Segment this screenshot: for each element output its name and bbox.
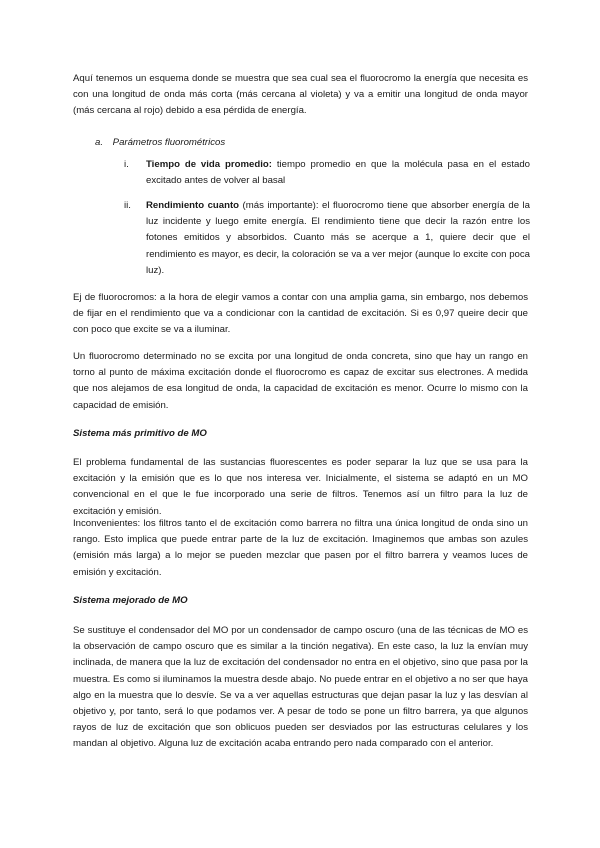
wavelength-paragraph: Un fluorocromo determinado no se excita por una longitud de onda concreta, sino que hay un rango en torno al punto de máxima excitación donde el fluorocromo es capaz de excitar sus electrones. A medida que nos alejamos de esa longitud de onda, la capacidad de excitación es menor. Ocurre lo mismo con la capacidad de emisión. — [73, 351, 528, 411]
list-item-content — [146, 198, 530, 279]
list-item-term: Rendimiento cuanto — [146, 200, 240, 211]
section-a-marker: a. — [95, 137, 104, 148]
list-item-numeral: ii. — [124, 200, 131, 211]
fluorochrome-example-paragraph: Ej de fluorocromos: a la hora de elegir vamos a contar con una amplia gama, sin embargo, nos debemos de fijar en el rendimiento que va a condicionar con la cantidad de excitación. Si es 0,97 queire decir que con poco que excite se va a iluminar. — [73, 292, 528, 336]
improved-system-paragraph: Se sustituye el condensador del MO por un condensador de campo oscuro (una de las técnicas de MO es la observación de campo oscuro que es similar a la tinción negativa). En este caso, la luz la envían muy inclinada, de manera que la luz de excitación del condensador no entra en el objetivo, sino que pasa por la muestra. Es como si iluminamos la muestra desde abajo. No puede entrar en el objetivo a no ser que haya algo en la muestra que lo desvíe. Se va a ver aquellas estructuras que dejan pasar la luz y las desvían al objetivo y, por tanto, será lo que podamos ver. A pesar de todo se pone un filtro barrera, ya que algunos rayos de luz de excitación que son oblicuos pueden ser desviados por las estructuras celulares y los mandan al objetivo. Alguna luz de excitación acaba entrando pero nada comparado con el anterior. — [73, 625, 528, 750]
primitive-system-paragraph: El problema fundamental de las sustancias fluorescentes es poder separar la luz que se usa para la excitación y la emisión que es lo que nos interesa ver. Inicialmente, el sistema se adaptó en un MO convencional en el que le fue incorporado una serie de filtros. Tenemos así un filtro para la luz de excitación y emisión. — [73, 457, 528, 517]
intro-paragraph: Aquí tenemos un esquema donde se muestra que sea cual sea el fluorocromo la energía que necesita es con una longitud de onda más corta (más cercana al violeta) y va a emitir una longitud de onda mayor (más cercana al rojo) debido a esa pérdida de energía. — [73, 73, 528, 117]
list-item-content — [146, 157, 530, 189]
list-item-note: (más importante) — [239, 200, 316, 211]
section-a-title: Parámetros fluorométricos — [112, 137, 226, 148]
section-a-heading — [95, 135, 225, 151]
list-item-lifetime — [124, 157, 530, 189]
list-item-text: tiempo promedio en que la molécula pasa en el estado excitado antes de volver al basal — [146, 159, 531, 187]
primitive-system-heading: Sistema más primitivo de MO — [73, 428, 207, 439]
improved-system-heading: Sistema mejorado de MO — [73, 595, 188, 606]
drawbacks-paragraph: Inconvenientes: los filtros tanto el de excitación como barrera no filtra una única longitud de onda sino un rango. Esto implica que puede entrar parte de la luz de excitación. Imaginemos que ambas son azules (emisión más larga) a lo mejor se pueden mezclar que pasen por el filtro barrera y veamos luces de emisión y excitación. — [73, 518, 528, 578]
list-item-text: : el fluorocromo tiene que absorber energía de la luz incidente y luego emite energía. El rendimiento tiene que decir la razón entre los fotones emitidos y absorbidos. Cuanto más se acerque a 1, quiere decir que el rendimiento es mayor, es decir, la coloración se va a ver mejor (aunque lo excite con poca luz). — [146, 200, 530, 276]
list-item-numeral: i. — [124, 159, 129, 170]
list-item-term: Tiempo de vida promedio: — [146, 159, 272, 170]
list-item-quantum-yield — [124, 198, 530, 279]
